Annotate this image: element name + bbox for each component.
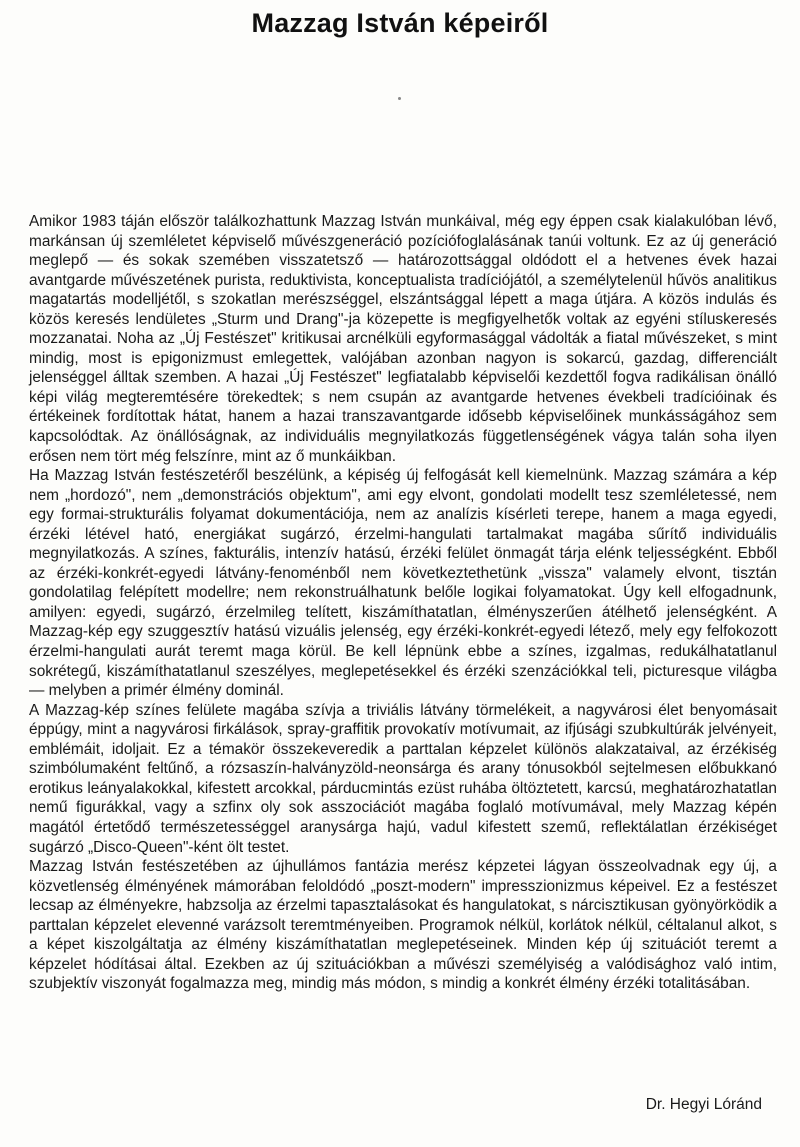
- paragraph-1: Amikor 1983 táján először találkozhattunk Mazzag István munkáival, még egy éppen csak kialakulóban lévő, markánsan új szemléletet képviselő művészgeneráció pozíciófoglalásának tanúi voltunk. Ez az új generáció meglepő — és sokak szemében visszatetsző — határozottsággal oldódott el a hetvenes évek hazai avantgarde művészetének purista, reduktivista, konceptualista tradíciójától, a személytelenül hűvös analitikus magatartás modelljétől, s szokatlan merészséggel, elszántsággal lépett a maga útjára. A közös indulás és közös keresés lendületes „Sturm und Drang"-ja közepette is megfigyelhetők voltak az egyéni stíluskeresés mozzanatai. Noha az „Új Festészet" kritikusai arcnélküli egyformasággal vádolták a fiatal művészeket, s mint mindig, most is epigonizmust emlegettek, valójában azonban nagyon is sokarcú, gazdag, differenciált jelenséggel álltak szemben. A hazai „Új Festészet" legfiatalabb képviselői kezdettől fogva radikálisan önálló képi világ megteremtésére törekedtek; s nem csupán az avantgarde hetvenes évekbeli tradícióinak és értékeinek fordítottak hátat, hanem a hazai transzavantgarde idősebb képviselőinek munkásságához sem kapcsolódtak. Az önállóságnak, az individuális megnyilatkozás függetlenségének vágya talán soha ilyen erősen nem tört még felszínre, mint az ő munkáikban.: [29, 213, 777, 465]
- paragraph-4: Mazzag István festészetében az újhullámos fantázia merész képzetei lágyan összeolvadnak egy új, a közvetlenség élményének mámorában feloldódó „poszt-modern" impresszionizmus képeivel. Ez a festészet lecsap az élményekre, habzsolja az érzelmi tapasztalásokat és hangulatokat, s nárcisztikusan gyönyörködik a parttalan képzelet elevenné varázsolt teremtményeiben. Programok nélkül, korlátok nélkül, céltalanul alkot, s a képet kiszolgáltatja az élmény kiszámíthatatlan meglepetéseinek. Minden kép új szituációt teremt a képzelet hódításai által. Ezekben az új szituációkban a művészi személyiség a valódisághoz való intim, szubjektív viszonyát fogalmazza meg, mindig más módon, s mindig a konkrét élmény érzéki totalitásában.: [29, 858, 777, 993]
- paragraph-2: Ha Mazzag István festészetéről beszélünk, a képiség új felfogását kell kiemelnünk. Mazzag számára a kép nem „hordozó", nem „demonstrációs objektum", ami egy elvont, gondolati modellt tesz szemléletessé, nem egy formai-strukturális folyamat dokumentációja, nem az analízis kísérleti terepe, hanem a maga egyedi, érzéki létével ható, energiákat sugárzó, érzelmi-hangulati tartalmakat magába sűrítő individuális megnyilatkozás. A színes, fakturális, intenzív hatású, érzéki felület önmagát tárja elénk teljességként. Ebből az érzéki-konkrét-egyedi látvány-fenoménből nem következtethetünk „vissza" valamely elvont, tisztán gondolatilag felépített modellre; nem rekonstruálhatunk belőle logikai folyamatokat. Úgy kell elfogadnunk, amilyen: egyedi, sugárzó, érzelmileg telített, kiszámíthatatlan, élményszerűen átélhető jelenségként. A Mazzag-kép egy szuggesztív hatású vizuális jelenség, egy érzéki-konkrét-egyedi létező, mely egy felfokozott érzelmi-hangulati aurát teremt maga körül. Be kell lépnünk ebbe a színes, izgalmas, redukálhatatlanul sokrétegű, kiszámíthatatlanul szeszélyes, meglepetésekkel és érzéki szenzációkkal teli, picturesque világba — melyben a primér élmény dominál.: [29, 467, 777, 700]
- author-signature: Dr. Hegyi Lóránd: [645, 1096, 762, 1113]
- article-body: [29, 212, 777, 994]
- paragraph-3: A Mazzag-kép színes felülete magába szívja a triviális látvány törmelékeit, a nagyvárosi élet benyomásait éppúgy, mint a nagyvárosi firkálások, spray-graffitik provokatív motívumait, az ifjúsági szubkultúrák jelvényeit, emblémáit, idoljait. Ez a témakör összekeveredik a parttalan képzelet különös alakzataival, az érzékiség szimbólumaként feltűnő, a rózsaszín-halványzöld-neonsárga és arany tónusokból sejtelmesen előbukkanó erotikus leányalakokkal, kifestett arcokkal, párducmintás ezüst ruhába öltöztetett, karcsú, meghatározhatatlan nemű figurákkal, vagy a szfinx oly sok asszociációt magába foglaló motívumával, mely Mazzag képén magától értetődő természetességgel aranysárga hajú, vadul kifestett szemű, reflektálatlan érzékiséget sugárzó „Disco-Queen"-ként ölt testet.: [29, 701, 777, 856]
- scan-speck: [398, 97, 401, 100]
- page-title: Mazzag István képeiről: [251, 8, 549, 38]
